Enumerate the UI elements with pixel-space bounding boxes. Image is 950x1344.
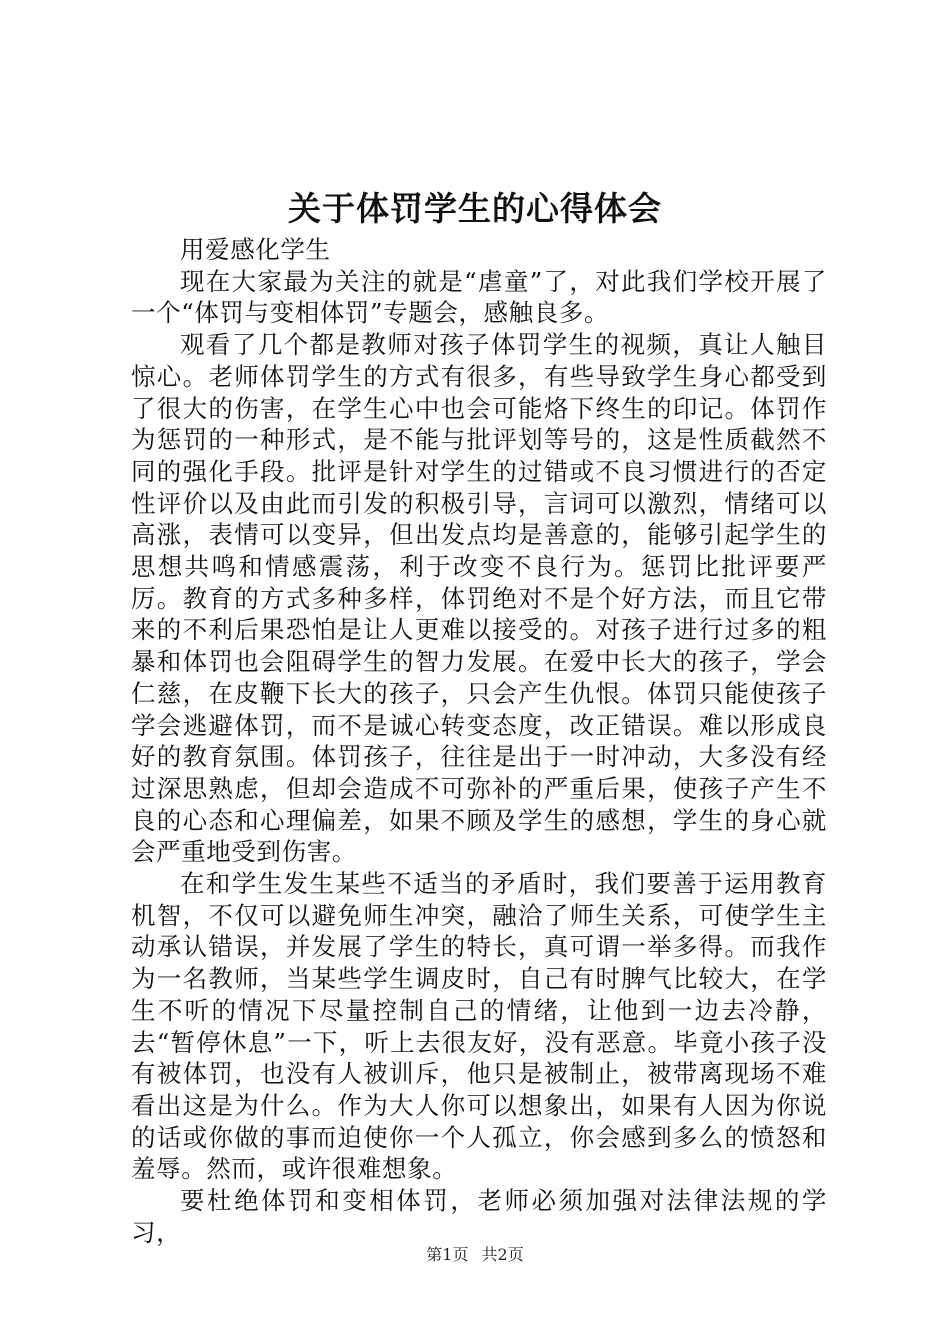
subtitle-paragraph: 用爱感化学生 — [180, 235, 331, 264]
body-paragraph: 现在大家最为关注的就是“虐童”了，对此我们学校开展了一个“体罚与变相体罚”专题会，感触良多。 — [131, 266, 827, 328]
body-paragraph: 要杜绝体罚和变相体罚，老师必须加强对法律法规的学习， — [131, 1186, 827, 1247]
document-title: 关于体罚学生的心得体会 — [288, 189, 662, 228]
page-footer — [0, 1244, 950, 1266]
page-total: 共2页 — [481, 1245, 524, 1264]
document-body — [131, 234, 827, 1249]
body-paragraph: 观看了几个都是教师对孩子体罚学生的视频，真让人触目惊心。老师体罚学生的方式有很多，有些导致学生身心都受到了很大的伤害，在学生心中也会可能烙下终生的印记。体罚作为惩罚的一种形式，是不能与批评划等号的，这是性质截然不同的强化手段。批评是针对学生的过错或不良习惯进行的否定性评价以及由此而引发的积极引导，言词可以激烈，情绪可以高涨，表情可以变异，但出发点均是善意的，能够引起学生的思想共鸣和情感震荡，利于改变不良行为。惩罚比批评要严厉。教育的方式多种多样，体罚绝对不是个好方法，而且它带来的不利后果恐怕是让人更难以接受的。对孩子进行过多的粗暴和体罚也会阻碍学生的智力发展。在爱中长大的孩子，学会仁慈，在皮鞭下长大的孩子，只会产生仇恨。体罚只能使孩子学会逃避体罚，而不是诚心转变态度，改正错误。难以形成良好的教育氛围。体罚孩子，往往是出于一时冲动，大多没有经过深思熟虑，但却会造成不可弥补的严重后果，使孩子产生不良的心态和心理偏差，如果不顾及学生的感想，学生的身心就会严重地受到伤害。 — [131, 330, 827, 867]
body-paragraph: 在和学生发生某些不适当的矛盾时，我们要善于运用教育机智，不仅可以避免师生冲突，融洽了师生关系，可使学生主动承认错误，并发展了学生的特长，真可谓一举多得。而我作为一名教师，当某些学生调皮时，自己有时脾气比较大，在学生不听的情况下尽量控制自己的情绪，让他到一边去冷静，去“暂停休息”一下，听上去很友好，没有恶意。毕竟小孩子没有被体罚，也没有人被训斥，他只是被制止，被带离现场不难看出这是为什么。作为大人你可以想象出，如果有人因为你说的话或你做的事而迫使你一个人孤立，你会感到多么的愤怒和羞辱。然而，或许很难想象。 — [131, 869, 827, 1184]
page-number: 第1页 — [426, 1245, 469, 1264]
